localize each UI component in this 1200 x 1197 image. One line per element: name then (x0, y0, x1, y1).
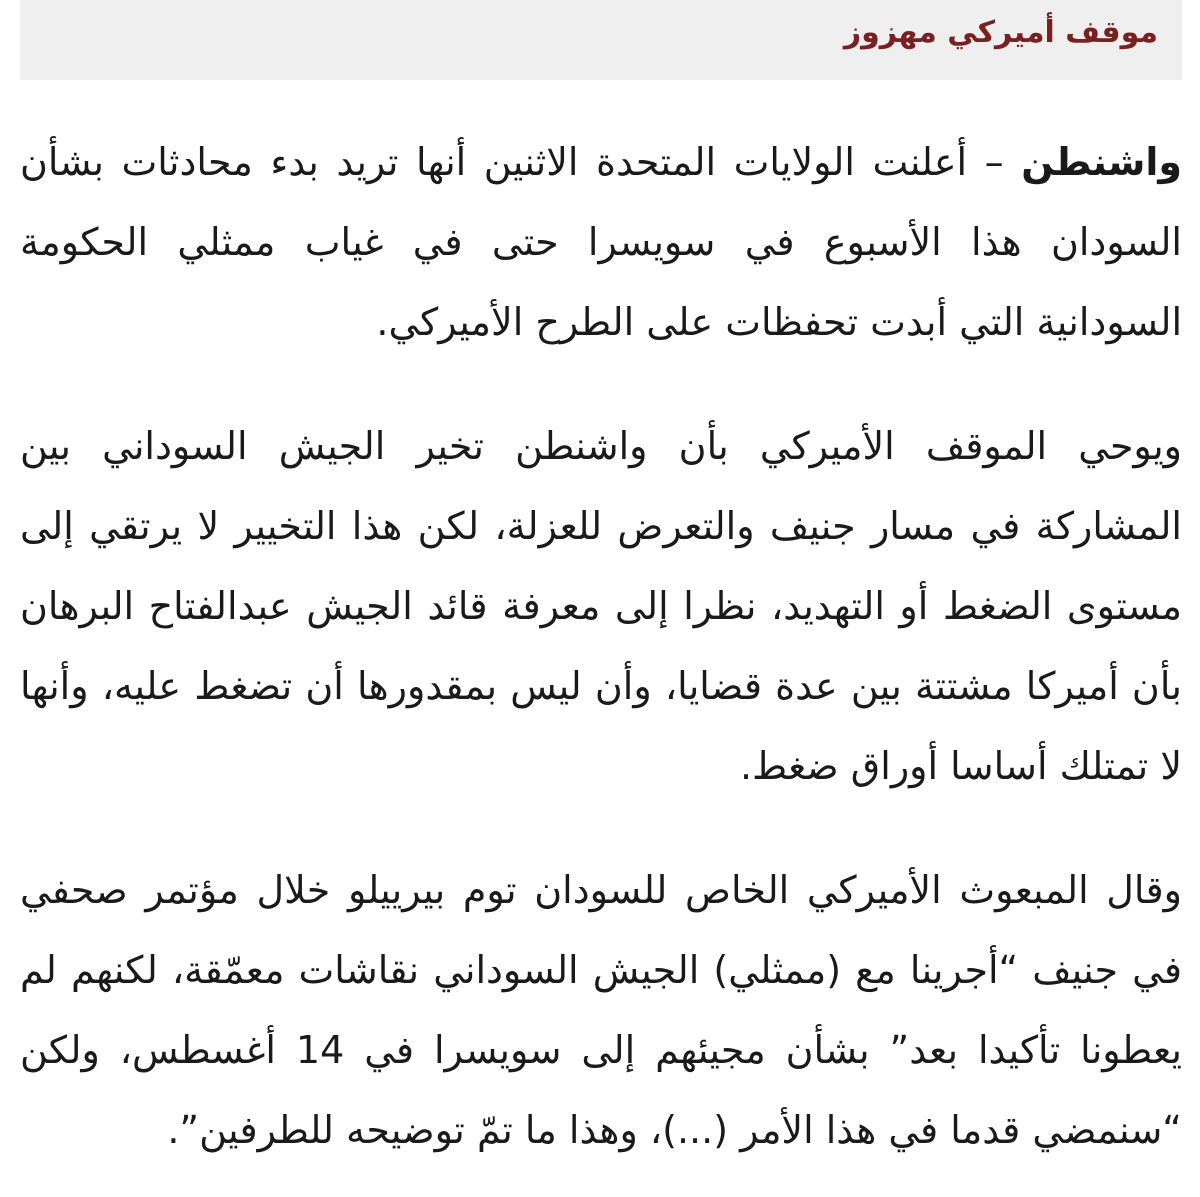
paragraph-2: ويوحي الموقف الأميركي بأن واشنطن تخير الجيش السوداني بين المشاركة في مسار جنيف والتعرض للعزلة، لكن هذا التخيير لا يرتقي إلى مستوى الضغط أو التهديد، نظرا إلى معرفة قائد الجيش عبدالفتاح البرهان بأن أميركا مشتتة بين عدة قضايا، وأن ليس بمقدورها أن تضغط عليه، وأنها لا تمتلك أساسا أوراق ضغط. (20, 424, 1182, 788)
article-body (20, 122, 1182, 1197)
dateline: واشنطن (1021, 140, 1182, 184)
paragraph-1-text: – أعلنت الولايات المتحدة الاثنين أنها تريد بدء محادثات بشأن السودان هذا الأسبوع في سويسرا حتى في غياب ممثلي الحكومة السودانية التي أبدت تحفظات على الطرح الأميركي. (20, 140, 1182, 344)
section-title: موقف أميركي مهزوز (843, 15, 1158, 50)
paragraph-1 (20, 122, 1182, 362)
section-header (20, 0, 1182, 80)
paragraph-3: وقال المبعوث الأميركي الخاص للسودان توم بيرييلو خلال مؤتمر صحفي في جنيف “أجرينا مع (ممثلي) الجيش السوداني نقاشات معمّقة، لكنهم لم يعطونا تأكيدا بعد” بشأن مجيئهم إلى سويسرا في 14 أغسطس، ولكن “سنمضي قدما في هذا الأمر (...)، وهذا ما تمّ توضيحه للطرفين”. (20, 868, 1182, 1152)
